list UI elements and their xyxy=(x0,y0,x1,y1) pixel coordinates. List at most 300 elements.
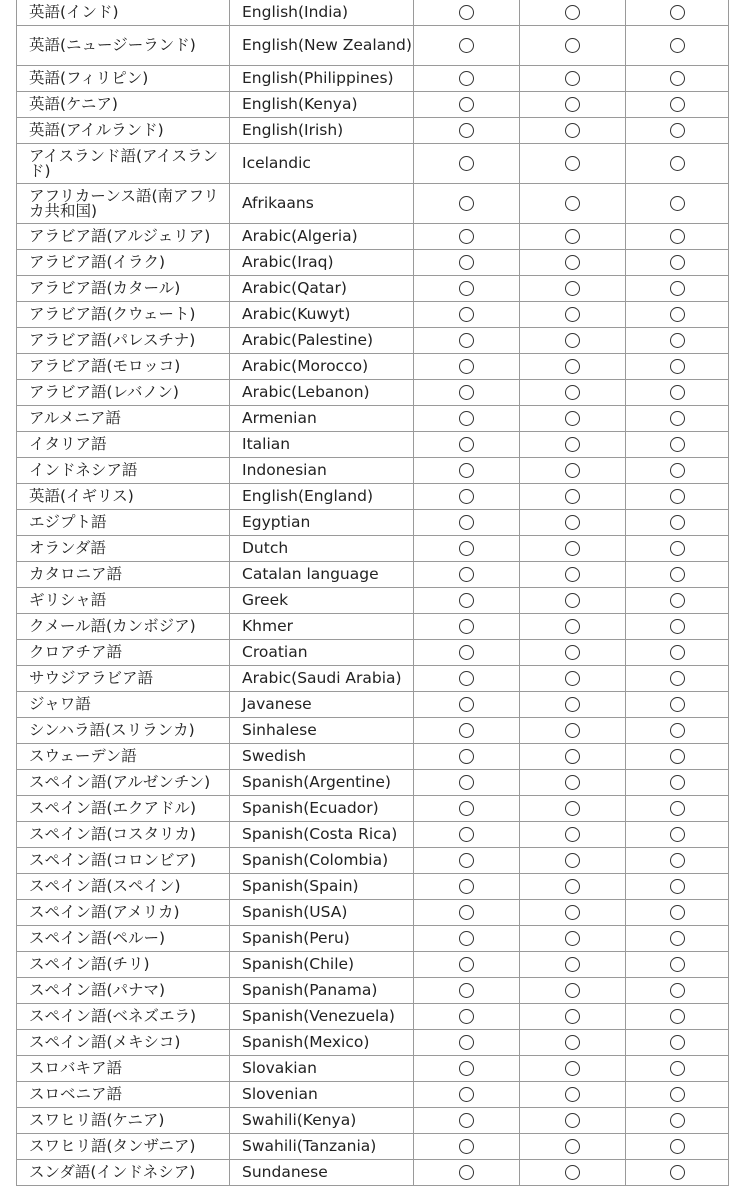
supported-circle-icon xyxy=(459,541,474,556)
supported-circle-icon xyxy=(459,359,474,374)
language-name-en: Sinhalese xyxy=(230,718,414,744)
support-cell xyxy=(626,1056,729,1082)
language-name-en: Dutch xyxy=(230,536,414,562)
language-name-en: English(India) xyxy=(230,0,414,26)
supported-circle-icon xyxy=(459,775,474,790)
language-name-en: Swedish xyxy=(230,744,414,770)
support-cell xyxy=(414,380,520,406)
supported-circle-icon xyxy=(459,1113,474,1128)
supported-circle-icon xyxy=(459,156,474,171)
support-cell xyxy=(626,614,729,640)
support-cell xyxy=(520,718,626,744)
language-name-en: English(New Zealand) xyxy=(230,26,414,66)
language-name-en: Spanish(USA) xyxy=(230,900,414,926)
table-row xyxy=(17,0,729,26)
language-name-ja: アラビア語(カタール) xyxy=(17,276,230,302)
language-name-ja: アルメニア語 xyxy=(17,406,230,432)
supported-circle-icon xyxy=(670,411,685,426)
supported-circle-icon xyxy=(459,5,474,20)
support-cell xyxy=(520,66,626,92)
language-name-en: Arabic(Algeria) xyxy=(230,224,414,250)
support-cell xyxy=(414,1134,520,1160)
support-cell xyxy=(626,718,729,744)
supported-circle-icon xyxy=(565,437,580,452)
language-name-ja: エジプト語 xyxy=(17,510,230,536)
supported-circle-icon xyxy=(459,697,474,712)
language-name-ja: 英語(フィリピン) xyxy=(17,66,230,92)
support-cell xyxy=(414,92,520,118)
supported-circle-icon xyxy=(670,983,685,998)
language-name-en: Swahili(Tanzania) xyxy=(230,1134,414,1160)
support-cell xyxy=(626,302,729,328)
supported-circle-icon xyxy=(565,775,580,790)
support-cell xyxy=(626,354,729,380)
supported-circle-icon xyxy=(670,71,685,86)
table-row xyxy=(17,744,729,770)
table-row xyxy=(17,66,729,92)
support-cell xyxy=(414,1160,520,1186)
supported-circle-icon xyxy=(459,1087,474,1102)
supported-circle-icon xyxy=(565,1061,580,1076)
table-row xyxy=(17,718,729,744)
support-cell xyxy=(520,796,626,822)
supported-circle-icon xyxy=(565,255,580,270)
language-name-ja: ジャワ語 xyxy=(17,692,230,718)
support-cell xyxy=(520,144,626,184)
support-cell xyxy=(626,184,729,224)
table-row xyxy=(17,614,729,640)
language-name-en: English(Kenya) xyxy=(230,92,414,118)
support-cell xyxy=(520,640,626,666)
supported-circle-icon xyxy=(670,229,685,244)
table-row xyxy=(17,184,729,224)
supported-circle-icon xyxy=(459,957,474,972)
supported-circle-icon xyxy=(459,827,474,842)
support-cell xyxy=(414,926,520,952)
support-cell xyxy=(414,458,520,484)
supported-circle-icon xyxy=(565,97,580,112)
support-cell xyxy=(414,744,520,770)
supported-circle-icon xyxy=(459,879,474,894)
supported-circle-icon xyxy=(670,827,685,842)
language-name-ja: スペイン語(コスタリカ) xyxy=(17,822,230,848)
table-row xyxy=(17,822,729,848)
support-cell xyxy=(414,510,520,536)
supported-circle-icon xyxy=(670,697,685,712)
supported-circle-icon xyxy=(459,853,474,868)
supported-circle-icon xyxy=(670,879,685,894)
support-cell xyxy=(626,432,729,458)
supported-circle-icon xyxy=(459,463,474,478)
language-name-en: Spanish(Ecuador) xyxy=(230,796,414,822)
supported-circle-icon xyxy=(670,645,685,660)
table-body xyxy=(17,0,729,1186)
language-name-ja: アラビア語(パレスチナ) xyxy=(17,328,230,354)
language-name-en: Greek xyxy=(230,588,414,614)
supported-circle-icon xyxy=(565,411,580,426)
supported-circle-icon xyxy=(670,567,685,582)
support-cell xyxy=(414,1004,520,1030)
support-cell xyxy=(414,952,520,978)
supported-circle-icon xyxy=(670,957,685,972)
language-name-ja: スペイン語(ペルー) xyxy=(17,926,230,952)
language-name-en: Croatian xyxy=(230,640,414,666)
language-name-ja: イタリア語 xyxy=(17,432,230,458)
supported-circle-icon xyxy=(670,97,685,112)
table-row xyxy=(17,1030,729,1056)
supported-circle-icon xyxy=(459,38,474,53)
supported-circle-icon xyxy=(459,1061,474,1076)
support-cell xyxy=(414,144,520,184)
support-cell xyxy=(520,926,626,952)
supported-circle-icon xyxy=(565,905,580,920)
language-name-en: Slovenian xyxy=(230,1082,414,1108)
language-name-ja: アラビア語(イラク) xyxy=(17,250,230,276)
supported-circle-icon xyxy=(565,385,580,400)
language-name-ja: アラビア語(アルジェリア) xyxy=(17,224,230,250)
supported-circle-icon xyxy=(670,1061,685,1076)
language-name-ja: アフリカーンス語(南アフリカ共和国) xyxy=(17,184,230,224)
support-cell xyxy=(626,92,729,118)
supported-circle-icon xyxy=(565,38,580,53)
table-row xyxy=(17,978,729,1004)
support-cell xyxy=(626,66,729,92)
language-name-en: Khmer xyxy=(230,614,414,640)
supported-circle-icon xyxy=(670,515,685,530)
language-name-en: Spanish(Argentine) xyxy=(230,770,414,796)
support-cell xyxy=(520,1030,626,1056)
supported-circle-icon xyxy=(565,1113,580,1128)
support-cell xyxy=(520,458,626,484)
support-cell xyxy=(626,406,729,432)
supported-circle-icon xyxy=(670,1113,685,1128)
support-cell xyxy=(626,276,729,302)
supported-circle-icon xyxy=(565,723,580,738)
supported-circle-icon xyxy=(565,853,580,868)
language-name-en: Swahili(Kenya) xyxy=(230,1108,414,1134)
supported-circle-icon xyxy=(565,567,580,582)
language-name-ja: スワヒリ語(ケニア) xyxy=(17,1108,230,1134)
support-cell xyxy=(414,184,520,224)
supported-circle-icon xyxy=(459,333,474,348)
language-name-en: Arabic(Qatar) xyxy=(230,276,414,302)
support-cell xyxy=(520,0,626,26)
supported-circle-icon xyxy=(565,333,580,348)
support-cell xyxy=(626,328,729,354)
table-row xyxy=(17,848,729,874)
supported-circle-icon xyxy=(459,1165,474,1180)
supported-circle-icon xyxy=(565,827,580,842)
support-cell xyxy=(626,978,729,1004)
table-row xyxy=(17,1056,729,1082)
support-cell xyxy=(520,770,626,796)
support-cell xyxy=(626,926,729,952)
supported-circle-icon xyxy=(459,196,474,211)
support-cell xyxy=(626,692,729,718)
support-cell xyxy=(414,692,520,718)
language-name-ja: スペイン語(アルゼンチン) xyxy=(17,770,230,796)
support-cell xyxy=(520,250,626,276)
support-cell xyxy=(414,276,520,302)
support-cell xyxy=(626,640,729,666)
support-cell xyxy=(520,588,626,614)
supported-circle-icon xyxy=(670,489,685,504)
language-name-en: Spanish(Panama) xyxy=(230,978,414,1004)
support-cell xyxy=(414,718,520,744)
support-cell xyxy=(520,822,626,848)
support-cell xyxy=(414,118,520,144)
language-name-ja: クロアチア語 xyxy=(17,640,230,666)
language-name-ja: スペイン語(パナマ) xyxy=(17,978,230,1004)
support-cell xyxy=(626,380,729,406)
table-row xyxy=(17,406,729,432)
support-cell xyxy=(520,848,626,874)
supported-circle-icon xyxy=(459,123,474,138)
support-cell xyxy=(626,1108,729,1134)
support-cell xyxy=(520,184,626,224)
table-row xyxy=(17,118,729,144)
language-support-table xyxy=(16,0,729,1186)
support-cell xyxy=(520,510,626,536)
language-name-en: Slovakian xyxy=(230,1056,414,1082)
language-name-en: Catalan language xyxy=(230,562,414,588)
language-name-en: Indonesian xyxy=(230,458,414,484)
language-name-en: Icelandic xyxy=(230,144,414,184)
supported-circle-icon xyxy=(565,957,580,972)
language-name-ja: ギリシャ語 xyxy=(17,588,230,614)
table-row xyxy=(17,1108,729,1134)
support-cell xyxy=(520,26,626,66)
supported-circle-icon xyxy=(670,593,685,608)
language-name-ja: 英語(アイルランド) xyxy=(17,118,230,144)
table-row xyxy=(17,1160,729,1186)
supported-circle-icon xyxy=(459,411,474,426)
support-cell xyxy=(414,614,520,640)
support-cell xyxy=(414,250,520,276)
supported-circle-icon xyxy=(565,671,580,686)
supported-circle-icon xyxy=(565,593,580,608)
support-cell xyxy=(520,1108,626,1134)
supported-circle-icon xyxy=(670,123,685,138)
support-cell xyxy=(626,1082,729,1108)
language-name-ja: アラビア語(レバノン) xyxy=(17,380,230,406)
supported-circle-icon xyxy=(670,1139,685,1154)
support-cell xyxy=(626,26,729,66)
support-cell xyxy=(414,848,520,874)
supported-circle-icon xyxy=(565,541,580,556)
supported-circle-icon xyxy=(565,156,580,171)
support-cell xyxy=(414,640,520,666)
support-cell xyxy=(626,588,729,614)
supported-circle-icon xyxy=(565,515,580,530)
support-cell xyxy=(626,1134,729,1160)
support-cell xyxy=(520,432,626,458)
language-name-en: Spanish(Costa Rica) xyxy=(230,822,414,848)
supported-circle-icon xyxy=(459,385,474,400)
supported-circle-icon xyxy=(459,593,474,608)
supported-circle-icon xyxy=(565,697,580,712)
table-row xyxy=(17,328,729,354)
language-name-en: Egyptian xyxy=(230,510,414,536)
language-name-ja: スペイン語(コロンビア) xyxy=(17,848,230,874)
table-row xyxy=(17,1134,729,1160)
language-name-en: English(England) xyxy=(230,484,414,510)
support-cell xyxy=(414,328,520,354)
table-row xyxy=(17,354,729,380)
supported-circle-icon xyxy=(459,515,474,530)
language-name-ja: アイスランド語(アイスランド) xyxy=(17,144,230,184)
table-row xyxy=(17,640,729,666)
language-name-en: Arabic(Saudi Arabia) xyxy=(230,666,414,692)
supported-circle-icon xyxy=(670,1009,685,1024)
support-cell xyxy=(520,302,626,328)
support-cell xyxy=(626,562,729,588)
support-cell xyxy=(414,0,520,26)
language-name-ja: アラビア語(モロッコ) xyxy=(17,354,230,380)
table-row xyxy=(17,770,729,796)
support-cell xyxy=(414,900,520,926)
support-cell xyxy=(520,874,626,900)
support-cell xyxy=(626,874,729,900)
table-row xyxy=(17,380,729,406)
supported-circle-icon xyxy=(565,931,580,946)
language-name-ja: スウェーデン語 xyxy=(17,744,230,770)
supported-circle-icon xyxy=(670,196,685,211)
support-cell xyxy=(626,744,729,770)
support-cell xyxy=(414,302,520,328)
support-cell xyxy=(414,770,520,796)
table-row xyxy=(17,588,729,614)
support-cell xyxy=(626,250,729,276)
support-cell xyxy=(626,796,729,822)
supported-circle-icon xyxy=(459,931,474,946)
supported-circle-icon xyxy=(670,671,685,686)
supported-circle-icon xyxy=(565,307,580,322)
language-name-ja: スロバキア語 xyxy=(17,1056,230,1082)
support-cell xyxy=(626,952,729,978)
language-name-en: Javanese xyxy=(230,692,414,718)
support-cell xyxy=(414,1082,520,1108)
supported-circle-icon xyxy=(565,489,580,504)
language-name-ja: インドネシア語 xyxy=(17,458,230,484)
support-cell xyxy=(520,1134,626,1160)
support-cell xyxy=(414,588,520,614)
support-cell xyxy=(520,744,626,770)
language-name-ja: スペイン語(アメリカ) xyxy=(17,900,230,926)
support-cell xyxy=(520,92,626,118)
support-cell xyxy=(414,666,520,692)
language-name-en: Arabic(Palestine) xyxy=(230,328,414,354)
supported-circle-icon xyxy=(459,801,474,816)
support-cell xyxy=(626,770,729,796)
supported-circle-icon xyxy=(459,307,474,322)
table-row xyxy=(17,926,729,952)
language-name-en: English(Irish) xyxy=(230,118,414,144)
table-row xyxy=(17,250,729,276)
table-row xyxy=(17,484,729,510)
support-cell xyxy=(414,484,520,510)
table-row xyxy=(17,510,729,536)
support-cell xyxy=(414,796,520,822)
language-name-ja: 英語(ケニア) xyxy=(17,92,230,118)
supported-circle-icon xyxy=(459,671,474,686)
support-cell xyxy=(520,118,626,144)
supported-circle-icon xyxy=(459,619,474,634)
supported-circle-icon xyxy=(565,71,580,86)
language-name-ja: 英語(インド) xyxy=(17,0,230,26)
support-cell xyxy=(414,822,520,848)
supported-circle-icon xyxy=(565,1035,580,1050)
support-cell xyxy=(626,0,729,26)
supported-circle-icon xyxy=(670,307,685,322)
support-cell xyxy=(520,484,626,510)
table-row xyxy=(17,1004,729,1030)
table-row xyxy=(17,458,729,484)
table-row xyxy=(17,144,729,184)
table-row xyxy=(17,536,729,562)
supported-circle-icon xyxy=(459,983,474,998)
supported-circle-icon xyxy=(565,983,580,998)
supported-circle-icon xyxy=(670,541,685,556)
supported-circle-icon xyxy=(670,463,685,478)
language-name-ja: スロベニア語 xyxy=(17,1082,230,1108)
support-cell xyxy=(414,432,520,458)
supported-circle-icon xyxy=(565,359,580,374)
supported-circle-icon xyxy=(565,645,580,660)
supported-circle-icon xyxy=(565,1087,580,1102)
support-cell xyxy=(414,978,520,1004)
supported-circle-icon xyxy=(459,1009,474,1024)
supported-circle-icon xyxy=(565,123,580,138)
language-name-ja: スペイン語(メキシコ) xyxy=(17,1030,230,1056)
support-cell xyxy=(414,1030,520,1056)
support-cell xyxy=(626,144,729,184)
language-name-en: Spanish(Mexico) xyxy=(230,1030,414,1056)
support-cell xyxy=(626,666,729,692)
supported-circle-icon xyxy=(670,905,685,920)
support-cell xyxy=(520,380,626,406)
support-cell xyxy=(626,224,729,250)
language-name-ja: スワヒリ語(タンザニア) xyxy=(17,1134,230,1160)
support-cell xyxy=(626,458,729,484)
support-cell xyxy=(520,1004,626,1030)
support-cell xyxy=(520,1160,626,1186)
language-name-ja: スペイン語(スペイン) xyxy=(17,874,230,900)
supported-circle-icon xyxy=(459,437,474,452)
language-name-ja: スペイン語(チリ) xyxy=(17,952,230,978)
supported-circle-icon xyxy=(670,5,685,20)
language-name-ja: サウジアラビア語 xyxy=(17,666,230,692)
supported-circle-icon xyxy=(459,71,474,86)
support-cell xyxy=(520,900,626,926)
supported-circle-icon xyxy=(670,437,685,452)
supported-circle-icon xyxy=(670,619,685,634)
supported-circle-icon xyxy=(565,1165,580,1180)
language-name-ja: スペイン語(エクアドル) xyxy=(17,796,230,822)
language-name-en: Spanish(Colombia) xyxy=(230,848,414,874)
support-cell xyxy=(626,822,729,848)
table-row xyxy=(17,26,729,66)
supported-circle-icon xyxy=(459,255,474,270)
supported-circle-icon xyxy=(670,1165,685,1180)
supported-circle-icon xyxy=(459,749,474,764)
support-cell xyxy=(626,1004,729,1030)
language-name-en: Spanish(Chile) xyxy=(230,952,414,978)
supported-circle-icon xyxy=(565,196,580,211)
language-name-en: Spanish(Spain) xyxy=(230,874,414,900)
language-name-en: Arabic(Iraq) xyxy=(230,250,414,276)
language-name-en: Armenian xyxy=(230,406,414,432)
